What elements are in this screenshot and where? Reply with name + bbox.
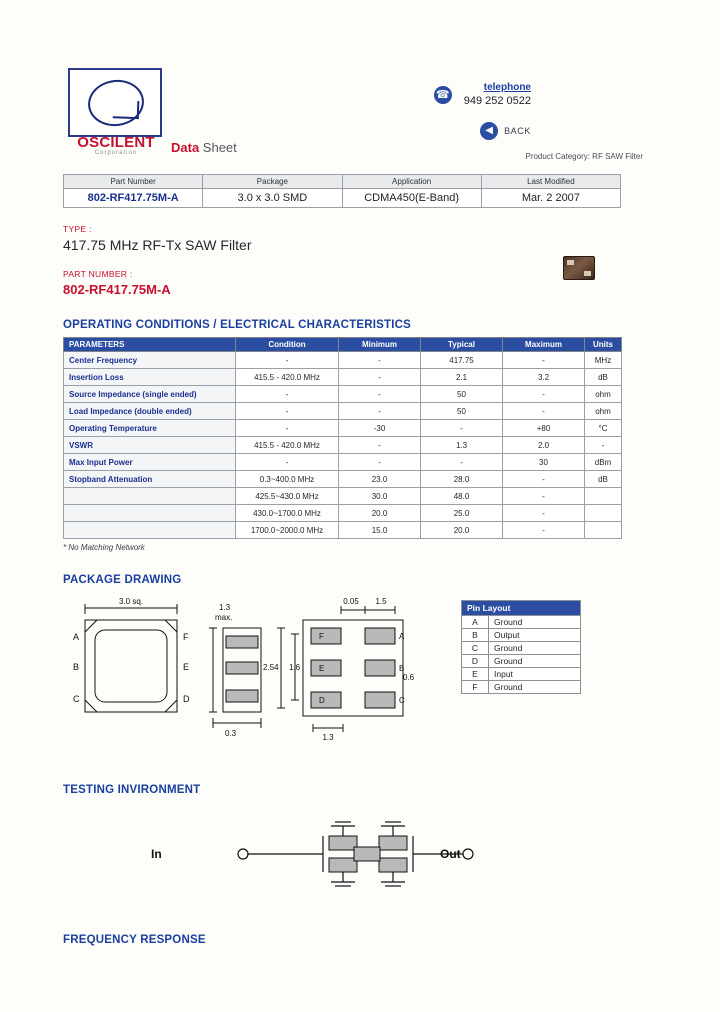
pin-function: Output (489, 629, 581, 642)
datasheet-label-rest: Sheet (199, 140, 237, 155)
spec-typ: 1.3 (421, 437, 503, 454)
spec-max: 30 (503, 454, 585, 471)
test-pad-top-left (329, 836, 357, 850)
test-pad-top-right (379, 836, 407, 850)
bottom-pin-label-C: C (399, 696, 405, 705)
table-row (64, 488, 622, 505)
spec-units: - (585, 437, 622, 454)
bottom-pin-label-D: D (319, 696, 325, 705)
pin-function: Ground (489, 642, 581, 655)
part-number-value: 802-RF417.75M-A (63, 282, 171, 297)
spec-condition: 415.5 - 420.0 MHz (236, 369, 339, 386)
info-header-application: Application (342, 175, 481, 189)
pin-function: Input (489, 668, 581, 681)
side-pad-1 (226, 636, 258, 648)
table-row (64, 403, 622, 420)
spec-typ: 50 (421, 403, 503, 420)
section-heading-testing: TESTING INVIRONMENT (63, 784, 201, 796)
pin-id: C (462, 642, 489, 655)
spec-param (64, 505, 236, 522)
datasheet-label-bold: Data (171, 140, 200, 155)
spec-max: +80 (503, 420, 585, 437)
phone-icon: ☎ (434, 86, 452, 104)
test-pad-bottom-right (379, 858, 407, 872)
spec-condition: 415.5 - 420.0 MHz (236, 437, 339, 454)
table-row (64, 522, 622, 539)
spec-condition: - (236, 352, 339, 369)
spec-typ: 417.75 (421, 352, 503, 369)
spec-units: dBm (585, 454, 622, 471)
spec-condition: 1700.0~2000.0 MHz (236, 522, 339, 539)
pin-id: D (462, 655, 489, 668)
table-row (462, 616, 581, 629)
spec-min: 15.0 (339, 522, 421, 539)
spec-param: Load Impedance (double ended) (64, 403, 236, 420)
info-value-application: CDMA450(E-Band) (342, 189, 481, 208)
spec-param: Stopband Attenuation (64, 471, 236, 488)
table-row (64, 189, 621, 208)
spec-param: Operating Temperature (64, 420, 236, 437)
spec-typ: 20.0 (421, 522, 503, 539)
bottom-pad-B (365, 660, 395, 676)
section-heading-electrical: OPERATING CONDITIONS / ELECTRICAL CHARACTERISTICS (63, 319, 411, 331)
spec-min: - (339, 437, 421, 454)
back-arrow-icon: ◀ (480, 122, 498, 140)
spec-typ: - (421, 454, 503, 471)
table-header-row (64, 175, 621, 189)
company-name: OSCILENT (77, 134, 155, 151)
table-row (462, 629, 581, 642)
product-info-table (63, 174, 621, 208)
back-label: BACK (504, 126, 531, 136)
spec-condition: - (236, 386, 339, 403)
spec-max: 3.2 (503, 369, 585, 386)
bottom-pad-A (365, 628, 395, 644)
info-header-last-modified: Last Modified (481, 175, 620, 189)
bottom-pin-label-E: E (319, 664, 325, 673)
table-row (64, 386, 622, 403)
datasheet-label (171, 140, 237, 155)
spec-condition: - (236, 454, 339, 471)
spec-condition: 425.5~430.0 MHz (236, 488, 339, 505)
spec-header-condition: Condition (236, 338, 339, 352)
document-header (63, 60, 643, 170)
test-output-label: Out (440, 847, 461, 861)
test-input-label: In (151, 847, 162, 861)
spec-units: °C (585, 420, 622, 437)
pin-layout-table (461, 600, 581, 694)
page-content (63, 60, 643, 952)
spec-min: - (339, 352, 421, 369)
pin-label-E: E (183, 662, 190, 672)
spec-param (64, 522, 236, 539)
side-view-bottom-dim: 0.3 (225, 729, 237, 738)
side-view-height-note: max. (215, 613, 233, 622)
table-row (64, 437, 622, 454)
pin-id: F (462, 681, 489, 694)
bottom-view-bottom-dim: 1.3 (322, 733, 334, 742)
spec-condition: 0.3~400.0 MHz (236, 471, 339, 488)
bottom-pin-label-B: B (399, 664, 405, 673)
info-header-part-number: Part Number (64, 175, 203, 189)
section-heading-frequency: FREQUENCY RESPONSE (63, 934, 206, 946)
pin-function: Ground (489, 616, 581, 629)
spec-typ: 28.0 (421, 471, 503, 488)
spec-param: Max Input Power (64, 454, 236, 471)
info-value-part-number: 802-RF417.75M-A (64, 189, 203, 208)
table-row (462, 681, 581, 694)
product-category: Product Category: RF SAW Filter (525, 152, 643, 161)
spec-param: VSWR (64, 437, 236, 454)
chip-photo-image (563, 256, 595, 280)
spec-typ: 48.0 (421, 488, 503, 505)
pin-label-D: D (183, 694, 190, 704)
spec-param (64, 488, 236, 505)
spec-header-minimum: Minimum (339, 338, 421, 352)
pin-id: B (462, 629, 489, 642)
type-label: TYPE : (63, 224, 92, 234)
side-pad-3 (226, 690, 258, 702)
bottom-view-small-dim: 0.6 (403, 673, 415, 682)
spec-units: dB (585, 471, 622, 488)
bottom-view-v2-dim: 1.6 (289, 663, 301, 672)
spec-units (585, 505, 622, 522)
package-drawing-area (63, 592, 621, 762)
info-value-last-modified: Mar. 2 2007 (481, 189, 620, 208)
spec-typ: - (421, 420, 503, 437)
spec-min: 30.0 (339, 488, 421, 505)
table-row (64, 471, 622, 488)
spec-max: - (503, 505, 585, 522)
spec-param: Center Frequency (64, 352, 236, 369)
table-row (462, 668, 581, 681)
table-row (64, 420, 622, 437)
spec-min: - (339, 454, 421, 471)
logo-ellipse-icon (85, 76, 147, 129)
spec-max: - (503, 386, 585, 403)
spec-max: - (503, 471, 585, 488)
spec-units (585, 488, 622, 505)
pin-label-F: F (183, 632, 189, 642)
bottom-pad-C (365, 692, 395, 708)
spec-min: 23.0 (339, 471, 421, 488)
spec-min: - (339, 369, 421, 386)
bottom-view-v1-dim: 2.54 (263, 663, 279, 672)
bottom-view-width-dim: 1.5 (375, 597, 387, 606)
spec-max: 2.0 (503, 437, 585, 454)
spec-condition: - (236, 403, 339, 420)
spec-max: - (503, 522, 585, 539)
spec-units: dB (585, 369, 622, 386)
pin-label-A: A (73, 632, 80, 642)
top-view-dimension: 3.0 sq. (118, 597, 144, 606)
table-row (64, 454, 622, 471)
pin-id: A (462, 616, 489, 629)
type-value: 417.75 MHz RF-Tx SAW Filter (63, 237, 252, 253)
pin-function: Ground (489, 655, 581, 668)
bottom-pad-E (311, 660, 341, 676)
pin-id: E (462, 668, 489, 681)
spec-header-typical: Typical (421, 338, 503, 352)
bottom-pin-label-A: A (399, 632, 405, 641)
pin-label-C: C (73, 694, 80, 704)
spec-min: -30 (339, 420, 421, 437)
spec-max: - (503, 352, 585, 369)
table-row (64, 352, 622, 369)
spec-table-note: * No Matching Network (63, 543, 145, 552)
telephone-number: 949 252 0522 (463, 95, 531, 107)
testing-environment-area (63, 802, 621, 912)
telephone-block (435, 82, 531, 107)
table-row (462, 655, 581, 668)
info-value-package: 3.0 x 3.0 SMD (203, 189, 342, 208)
table-header-row (64, 338, 622, 352)
pin-function: Ground (489, 681, 581, 694)
spec-typ: 25.0 (421, 505, 503, 522)
electrical-characteristics-table (63, 337, 622, 539)
side-view-height-dim: 1.3 (219, 603, 231, 612)
part-number-label: PART NUMBER : (63, 269, 133, 279)
bottom-view-gap-dim: 0.05 (343, 597, 359, 606)
spec-condition: - (236, 420, 339, 437)
side-pad-2 (226, 662, 258, 674)
spec-units (585, 522, 622, 539)
spec-min: - (339, 403, 421, 420)
package-drawing-svg (63, 592, 463, 757)
spec-header-parameters: PARAMETERS (64, 338, 236, 352)
spec-min: 20.0 (339, 505, 421, 522)
pin-layout-title: Pin Layout (462, 601, 581, 616)
bottom-pad-F (311, 628, 341, 644)
table-row (64, 369, 622, 386)
bottom-pin-label-F: F (319, 632, 324, 641)
table-header-row (462, 601, 581, 616)
spec-units: MHz (585, 352, 622, 369)
spec-max: - (503, 403, 585, 420)
info-header-package: Package (203, 175, 342, 189)
spec-units: ohm (585, 403, 622, 420)
company-subtitle: Corporation (94, 150, 138, 156)
spec-condition: 430.0~1700.0 MHz (236, 505, 339, 522)
spec-units: ohm (585, 386, 622, 403)
spec-param: Insertion Loss (64, 369, 236, 386)
bottom-pad-D (311, 692, 341, 708)
oscilent-logo (68, 68, 162, 137)
testing-circuit-svg (183, 802, 583, 902)
back-button[interactable] (480, 122, 531, 140)
table-row (462, 642, 581, 655)
spec-typ: 2.1 (421, 369, 503, 386)
spec-header-units: Units (585, 338, 622, 352)
spec-param: Source Impedance (single ended) (64, 386, 236, 403)
test-pad-center (354, 847, 380, 861)
spec-min: - (339, 386, 421, 403)
test-pad-bottom-left (329, 858, 357, 872)
spec-header-maximum: Maximum (503, 338, 585, 352)
spec-max: - (503, 488, 585, 505)
spec-typ: 50 (421, 386, 503, 403)
pin-label-B: B (73, 662, 80, 672)
table-row (64, 505, 622, 522)
section-heading-package: PACKAGE DRAWING (63, 574, 182, 586)
telephone-label[interactable]: telephone (483, 82, 531, 93)
